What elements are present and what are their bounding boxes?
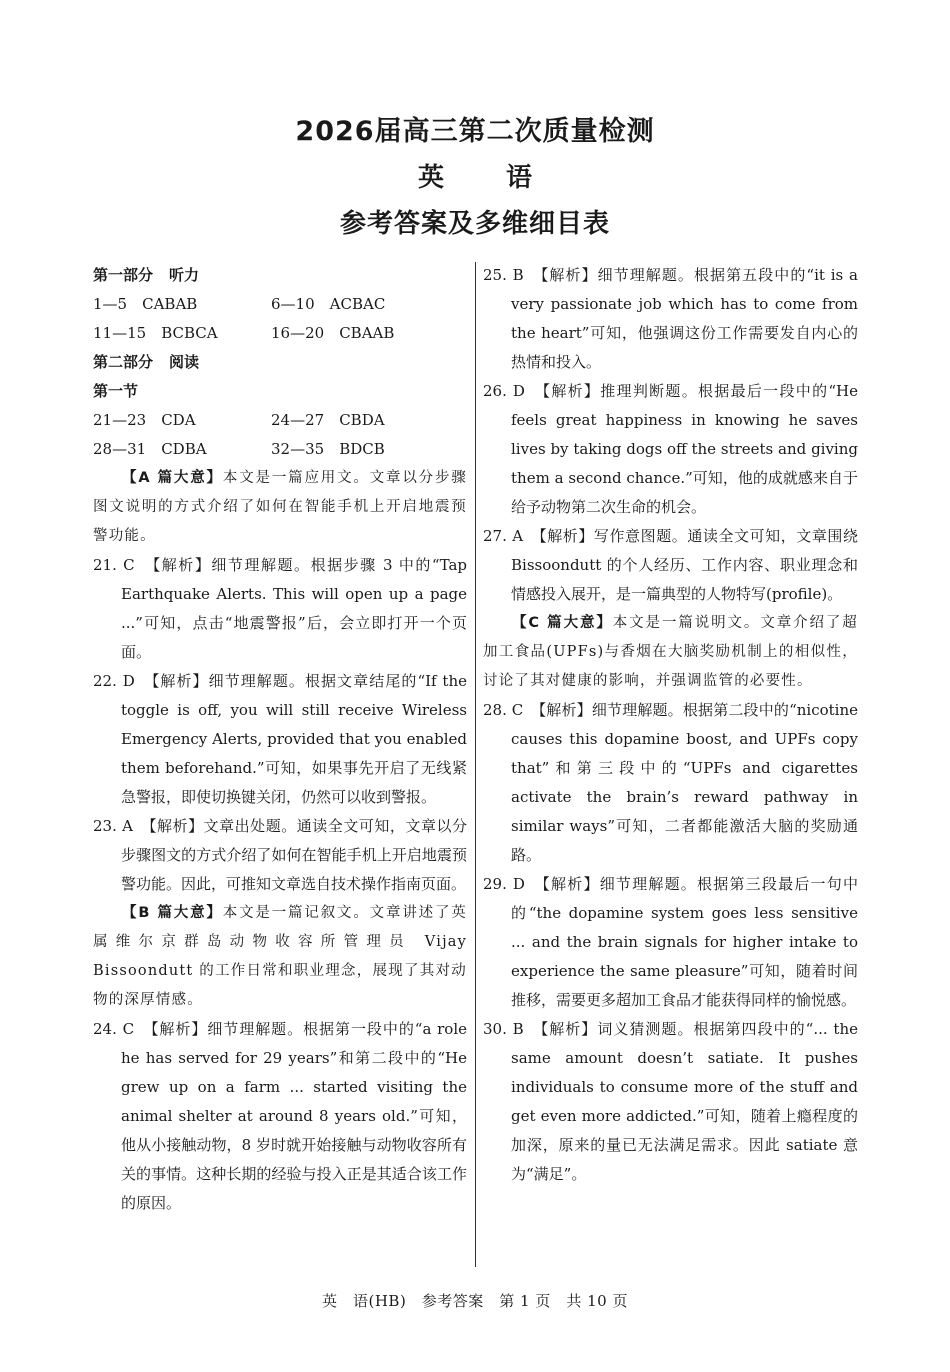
answer-group: 11—15 BCBCA	[93, 324, 218, 342]
part2-heading: 第二部分 阅读	[93, 353, 200, 371]
answer-explanation-29: 29. D 【解析】细节理解题。根据第三段最后一句中的“the dopamine system goes less sensitive ... and the brain signals for higher intake to experience the same pleasure”可知，随着时间推移，需要更多超加工食品才能获得同样的愉悦感。	[483, 875, 858, 1009]
right-column	[483, 261, 858, 1189]
answer-explanation-23: 23. A 【解析】文章出处题。通读全文可知，文章以分步骤图文的方式介绍了如何在智能手机上开启地震预警功能。因此，可推知文章选自技术操作指南页面。	[93, 817, 467, 893]
answer-explanation-26: 26. D 【解析】推理判断题。根据最后一段中的“He feels great happiness in knowing he saves lives by taking dogs off the streets and giving them a second chance.”可知，他的成就感来自于给予动物第二次生命的机会。	[483, 382, 858, 516]
answer-row	[93, 319, 467, 348]
section1-heading: 第一节	[93, 382, 139, 400]
answer-group: 6—10 ACBAC	[271, 295, 386, 313]
passage-c-summary: 【C 篇大意】本文是一篇说明文。文章介绍了超加工食品(UPFs)与香烟在大脑奖励机制上的相似性，讨论了其对健康的影响，并强调监管的必要性。	[483, 615, 858, 689]
answer-group: 24—27 CBDA	[271, 411, 385, 429]
answer-explanation-28: 28. C 【解析】细节理解题。根据第二段中的“nicotine causes this dopamine boost, and UPFs copy that”和第三段中的“UPFs and cigarettes activate the brain’s reward pathway in similar ways”可知，二者都能激活大脑的奖励通路。	[483, 701, 858, 864]
passage-b-summary: 【B 篇大意】本文是一篇记叙文。文章讲述了英属维尔京群岛动物收容所管理员 Vijay Bissoondutt 的工作日常和职业理念，展现了其对动物的深厚情感。	[93, 905, 467, 1008]
answer-group: 16—20 CBAAB	[271, 324, 395, 342]
answer-row	[93, 290, 467, 319]
title-block	[0, 112, 950, 246]
document-title: 2026届高三第二次质量检测	[295, 116, 655, 147]
answer-explanation-27: 27. A 【解析】写作意图题。通读全文可知，文章围绕 Bissoondutt 的个人经历、工作内容、职业理念和情感投入展开，是一篇典型的人物特写(profile)。	[483, 527, 858, 603]
subject-title: 英 语	[417, 163, 550, 193]
passage-a-summary: 【A 篇大意】本文是一篇应用文。文章以分步骤图文说明的方式介绍了如何在智能手机上开启地震预警功能。	[93, 470, 468, 544]
document-subtitle: 参考答案及多维细目表	[339, 209, 610, 239]
answer-group: 21—23 CDA	[93, 411, 196, 429]
answer-explanation-22: 22. D 【解析】细节理解题。根据文章结尾的“If the toggle is off, you will still receive Wireless Emergency Alerts, provided that you enabled them beforehand.”可知，如果事先开启了无线紧急警报，即使切换键关闭，仍然可以收到警报。	[93, 672, 467, 806]
answer-explanation-24: 24. C 【解析】细节理解题。根据第一段中的“a role he has served for 29 years”和第二段中的“He grew up on a farm ... started visiting the animal shelter at around 8 years old.”可知，他从小接触动物，8 岁时就开始接触与动物收容所有关的事情。这种长期的经验与投入正是其适合该工作的原因。	[93, 1020, 467, 1212]
answer-explanation-25: 25. B 【解析】细节理解题。根据第五段中的“it is a very passionate job which has to come from the heart”可知，他强调这份工作需要发自内心的热情和投入。	[483, 266, 858, 371]
answer-group: 28—31 CDBA	[93, 440, 207, 458]
answer-group: 1—5 CABAB	[93, 295, 198, 313]
column-divider	[475, 262, 476, 1267]
left-column	[93, 261, 467, 1218]
answer-explanation-21: 21. C 【解析】细节理解题。根据步骤 3 中的“Tap Earthquake Alerts. This will open up a page ...”可知，点击“地震警报”后，会立即打开一个页面。	[93, 556, 467, 661]
answer-group: 32—35 BDCB	[271, 440, 385, 458]
answer-explanation-30: 30. B 【解析】词义猜测题。根据第四段中的“... the same amount doesn’t satiate. It pushes individuals to consume more of the stuff and get even more addicted.”可知，随着上瘾程度的加深，原来的量已无法满足需求。因此 satiate 意为“满足”。	[483, 1020, 858, 1183]
page-footer: 英 语(HB) 参考答案 第 1 页 共 10 页	[321, 1292, 628, 1310]
answer-row	[93, 406, 467, 435]
answer-row	[93, 435, 467, 464]
part1-heading: 第一部分 听力	[93, 266, 200, 284]
